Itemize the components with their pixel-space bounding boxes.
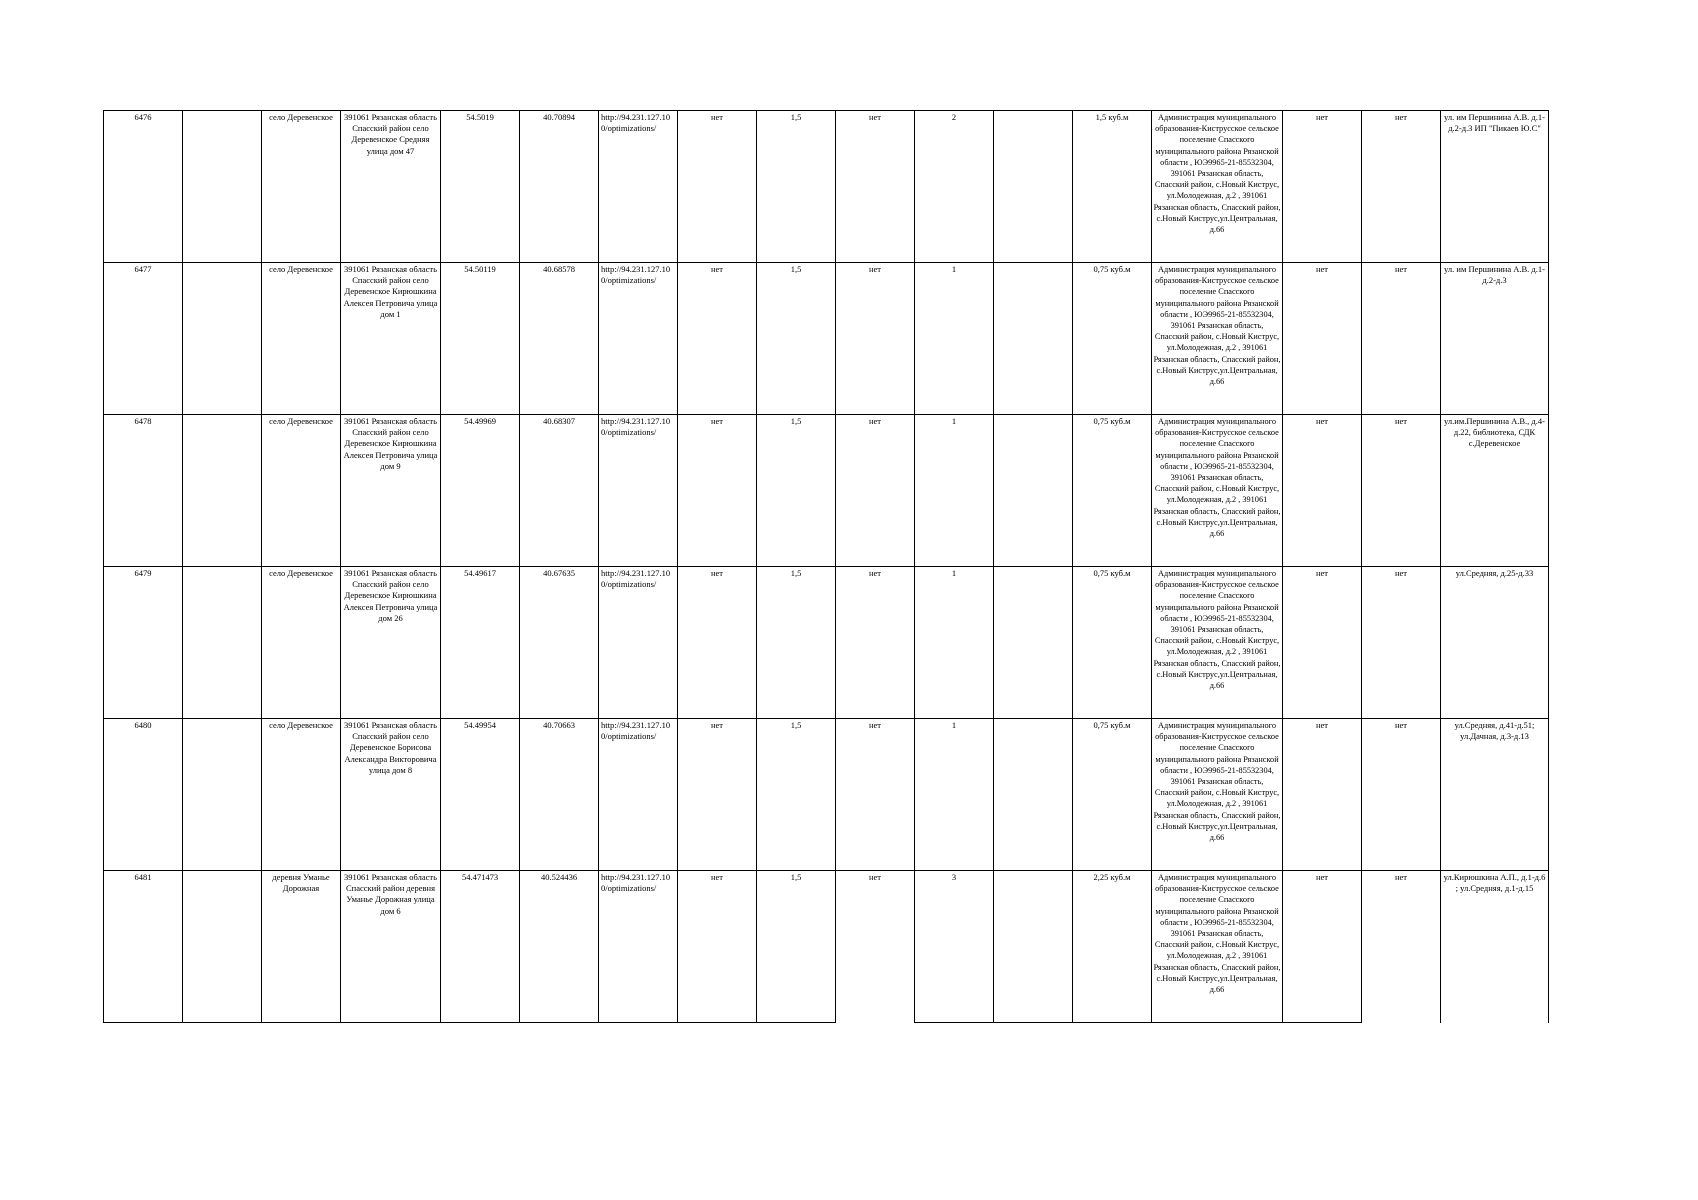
cell-area: 1,5 bbox=[757, 567, 836, 719]
cell-longitude: 40.67635 bbox=[520, 567, 599, 719]
cell-empty bbox=[994, 415, 1073, 567]
cell-number: 6479 bbox=[104, 567, 183, 719]
cell-number: 6477 bbox=[104, 263, 183, 415]
cell-url-link[interactable]: http://94.231.127.100/optimizations/ bbox=[599, 719, 678, 871]
cell-container-count: 2 bbox=[915, 111, 994, 263]
cell-flag-1: нет bbox=[678, 263, 757, 415]
cell-url-link[interactable]: http://94.231.127.100/optimizations/ bbox=[599, 567, 678, 719]
cell-number: 6480 bbox=[104, 719, 183, 871]
cell-flag-4: нет bbox=[1362, 567, 1441, 719]
cell-empty bbox=[994, 871, 1073, 1023]
cell-container-count: 1 bbox=[915, 263, 994, 415]
cell-area: 1,5 bbox=[757, 719, 836, 871]
registry-sheet bbox=[103, 110, 1546, 1023]
cell-owner-administration: Администрация муниципального образования-Киструсское сельское поселение Спасского муниципального района Рязанской области , ЮЭ9965-21-85532304, 391061 Рязанская область, Спасский район, с.Новый Киструс, ул.Молодежная, д.2 , 391061 Рязанская область, Спасский район, с.Новый Киструс,ул.Центральная, д.66 bbox=[1152, 567, 1283, 719]
cell-latitude: 54.49954 bbox=[441, 719, 520, 871]
cell-volume: 0,75 куб.м bbox=[1073, 415, 1152, 567]
table-row bbox=[104, 263, 1549, 415]
cell-flag-1: нет bbox=[678, 111, 757, 263]
cell-container-count: 1 bbox=[915, 719, 994, 871]
cell-flag-3: нет bbox=[1283, 415, 1362, 567]
cell-latitude: 54.49969 bbox=[441, 415, 520, 567]
cell-owner-administration: Администрация муниципального образования-Киструсское сельское поселение Спасского муниципального района Рязанской области , ЮЭ9965-21-85532304, 391061 Рязанская область, Спасский район, с.Новый Киструс, ул.Молодежная, д.2 , 391061 Рязанская область, Спасский район, с.Новый Киструс,ул.Центральная, д.66 bbox=[1152, 415, 1283, 567]
cell-settlement: деревня Уманье Дорожная bbox=[262, 871, 341, 1023]
cell-volume: 0,75 куб.м bbox=[1073, 567, 1152, 719]
cell-url-link[interactable]: http://94.231.127.100/optimizations/ bbox=[599, 263, 678, 415]
cell-empty bbox=[994, 263, 1073, 415]
table-row bbox=[104, 567, 1549, 719]
cell-served-addresses: ул.им.Першинина А.В., д.4-д.22, библиотека, СДК с.Деревенское bbox=[1441, 415, 1549, 567]
cell-flag-3: нет bbox=[1283, 263, 1362, 415]
cell-settlement: село Деревенское bbox=[262, 719, 341, 871]
table-body bbox=[104, 111, 1549, 1023]
cell-empty bbox=[183, 415, 262, 567]
cell-flag-3: нет bbox=[1283, 567, 1362, 719]
cell-number: 6476 bbox=[104, 111, 183, 263]
cell-longitude: 40.68307 bbox=[520, 415, 599, 567]
cell-flag-1: нет bbox=[678, 719, 757, 871]
cell-served-addresses: ул.Средняя, д.25-д.33 bbox=[1441, 567, 1549, 719]
cell-flag-2: нет bbox=[836, 263, 915, 415]
table-row bbox=[104, 111, 1549, 263]
cell-flag-2: нет bbox=[836, 415, 915, 567]
cell-settlement: село Деревенское bbox=[262, 415, 341, 567]
cell-flag-3: нет bbox=[1283, 719, 1362, 871]
table-row bbox=[104, 871, 1549, 1023]
table-row bbox=[104, 719, 1549, 871]
cell-url-link[interactable]: http://94.231.127.100/optimizations/ bbox=[599, 415, 678, 567]
cell-flag-4: нет bbox=[1362, 111, 1441, 263]
cell-flag-1: нет bbox=[678, 871, 757, 1023]
cell-area: 1,5 bbox=[757, 111, 836, 263]
cell-empty bbox=[183, 719, 262, 871]
cell-address: 391061 Рязанская область Спасский район село Деревенское Кирюшкина Алексея Петровича улица дом 26 bbox=[341, 567, 441, 719]
cell-empty bbox=[994, 719, 1073, 871]
cell-empty bbox=[994, 567, 1073, 719]
cell-longitude: 40.70894 bbox=[520, 111, 599, 263]
table-row bbox=[104, 415, 1549, 567]
cell-flag-1: нет bbox=[678, 567, 757, 719]
cell-served-addresses: ул. им Першинина А.В. д.1-д.2-д.3 ИП "Пикаев Ю.С" bbox=[1441, 111, 1549, 263]
cell-area: 1,5 bbox=[757, 871, 836, 1023]
cell-latitude: 54.50119 bbox=[441, 263, 520, 415]
cell-volume: 1,5 куб.м bbox=[1073, 111, 1152, 263]
cell-address: 391061 Рязанская область Спасский район деревня Уманье Дорожная улица дом 6 bbox=[341, 871, 441, 1023]
cell-container-count: 1 bbox=[915, 415, 994, 567]
cell-settlement: село Деревенское bbox=[262, 567, 341, 719]
cell-latitude: 54.49617 bbox=[441, 567, 520, 719]
cell-flag-2: нет bbox=[836, 111, 915, 263]
cell-flag-3: нет bbox=[1283, 871, 1362, 1023]
cell-flag-4: нет bbox=[1362, 719, 1441, 871]
container-sites-table bbox=[103, 110, 1549, 1023]
cell-flag-3: нет bbox=[1283, 111, 1362, 263]
cell-flag-2: нет bbox=[836, 567, 915, 719]
cell-owner-administration: Администрация муниципального образования-Киструсское сельское поселение Спасского муниципального района Рязанской области , ЮЭ9965-21-85532304, 391061 Рязанская область, Спасский район, с.Новый Киструс, ул.Молодежная, д.2 , 391061 Рязанская область, Спасский район, с.Новый Киструс,ул.Центральная, д.66 bbox=[1152, 719, 1283, 871]
cell-flag-4: нет bbox=[1362, 263, 1441, 415]
cell-empty bbox=[994, 111, 1073, 263]
cell-longitude: 40.70663 bbox=[520, 719, 599, 871]
cell-number: 6478 bbox=[104, 415, 183, 567]
cell-served-addresses: ул.Средняя, д.41-д.51; ул.Дачная, д.3-д.13 bbox=[1441, 719, 1549, 871]
cell-address: 391061 Рязанская область Спасский район село Деревенское Средняя улица дом 47 bbox=[341, 111, 441, 263]
cell-owner-administration: Администрация муниципального образования-Киструсское сельское поселение Спасского муниципального района Рязанской области , ЮЭ9965-21-85532304, 391061 Рязанская область, Спасский район, с.Новый Киструс, ул.Молодежная, д.2 , 391061 Рязанская область, Спасский район, с.Новый Киструс,ул.Центральная, д.66 bbox=[1152, 111, 1283, 263]
cell-latitude: 54.5019 bbox=[441, 111, 520, 263]
cell-flag-1: нет bbox=[678, 415, 757, 567]
cell-address: 391061 Рязанская область Спасский район село Деревенское Кирюшкина Алексея Петровича улица дом 1 bbox=[341, 263, 441, 415]
cell-flag-2: нет bbox=[836, 719, 915, 871]
cell-address: 391061 Рязанская область Спасский район село Деревенское Борисова Александра Викторовича улица дом 8 bbox=[341, 719, 441, 871]
cell-area: 1,5 bbox=[757, 415, 836, 567]
cell-container-count: 3 bbox=[915, 871, 994, 1023]
cell-flag-2: нет bbox=[836, 871, 915, 1023]
cell-longitude: 40.68578 bbox=[520, 263, 599, 415]
cell-settlement: село Деревенское bbox=[262, 263, 341, 415]
cell-owner-administration: Администрация муниципального образования-Киструсское сельское поселение Спасского муниципального района Рязанской области , ЮЭ9965-21-85532304, 391061 Рязанская область, Спасский район, с.Новый Киструс, ул.Молодежная, д.2 , 391061 Рязанская область, Спасский район, с.Новый Киструс,ул.Центральная, д.66 bbox=[1152, 871, 1283, 1023]
cell-owner-administration: Администрация муниципального образования-Киструсское сельское поселение Спасского муниципального района Рязанской области , ЮЭ9965-21-85532304, 391061 Рязанская область, Спасский район, с.Новый Киструс, ул.Молодежная, д.2 , 391061 Рязанская область, Спасский район, с.Новый Киструс,ул.Центральная, д.66 bbox=[1152, 263, 1283, 415]
cell-empty bbox=[183, 567, 262, 719]
cell-empty bbox=[183, 871, 262, 1023]
cell-url-link[interactable]: http://94.231.127.100/optimizations/ bbox=[599, 871, 678, 1023]
cell-area: 1,5 bbox=[757, 263, 836, 415]
cell-flag-4: нет bbox=[1362, 871, 1441, 1023]
cell-served-addresses: ул.Кирюшкина А.П., д.1-д.6 ; ул.Средняя, д.1-д.15 bbox=[1441, 871, 1549, 1023]
cell-empty bbox=[183, 263, 262, 415]
cell-flag-4: нет bbox=[1362, 415, 1441, 567]
cell-latitude: 54.471473 bbox=[441, 871, 520, 1023]
cell-empty bbox=[183, 111, 262, 263]
cell-settlement: село Деревенское bbox=[262, 111, 341, 263]
cell-served-addresses: ул. им Першинина А.В. д.1-д.2-д.3 bbox=[1441, 263, 1549, 415]
cell-container-count: 1 bbox=[915, 567, 994, 719]
cell-number: 6481 bbox=[104, 871, 183, 1023]
cell-volume: 2,25 куб.м bbox=[1073, 871, 1152, 1023]
cell-longitude: 40.524436 bbox=[520, 871, 599, 1023]
cell-volume: 0,75 куб.м bbox=[1073, 263, 1152, 415]
cell-volume: 0,75 куб.м bbox=[1073, 719, 1152, 871]
cell-url-link[interactable]: http://94.231.127.100/optimizations/ bbox=[599, 111, 678, 263]
cell-address: 391061 Рязанская область Спасский район село Деревенское Кирюшкина Алексея Петровича улица дом 9 bbox=[341, 415, 441, 567]
